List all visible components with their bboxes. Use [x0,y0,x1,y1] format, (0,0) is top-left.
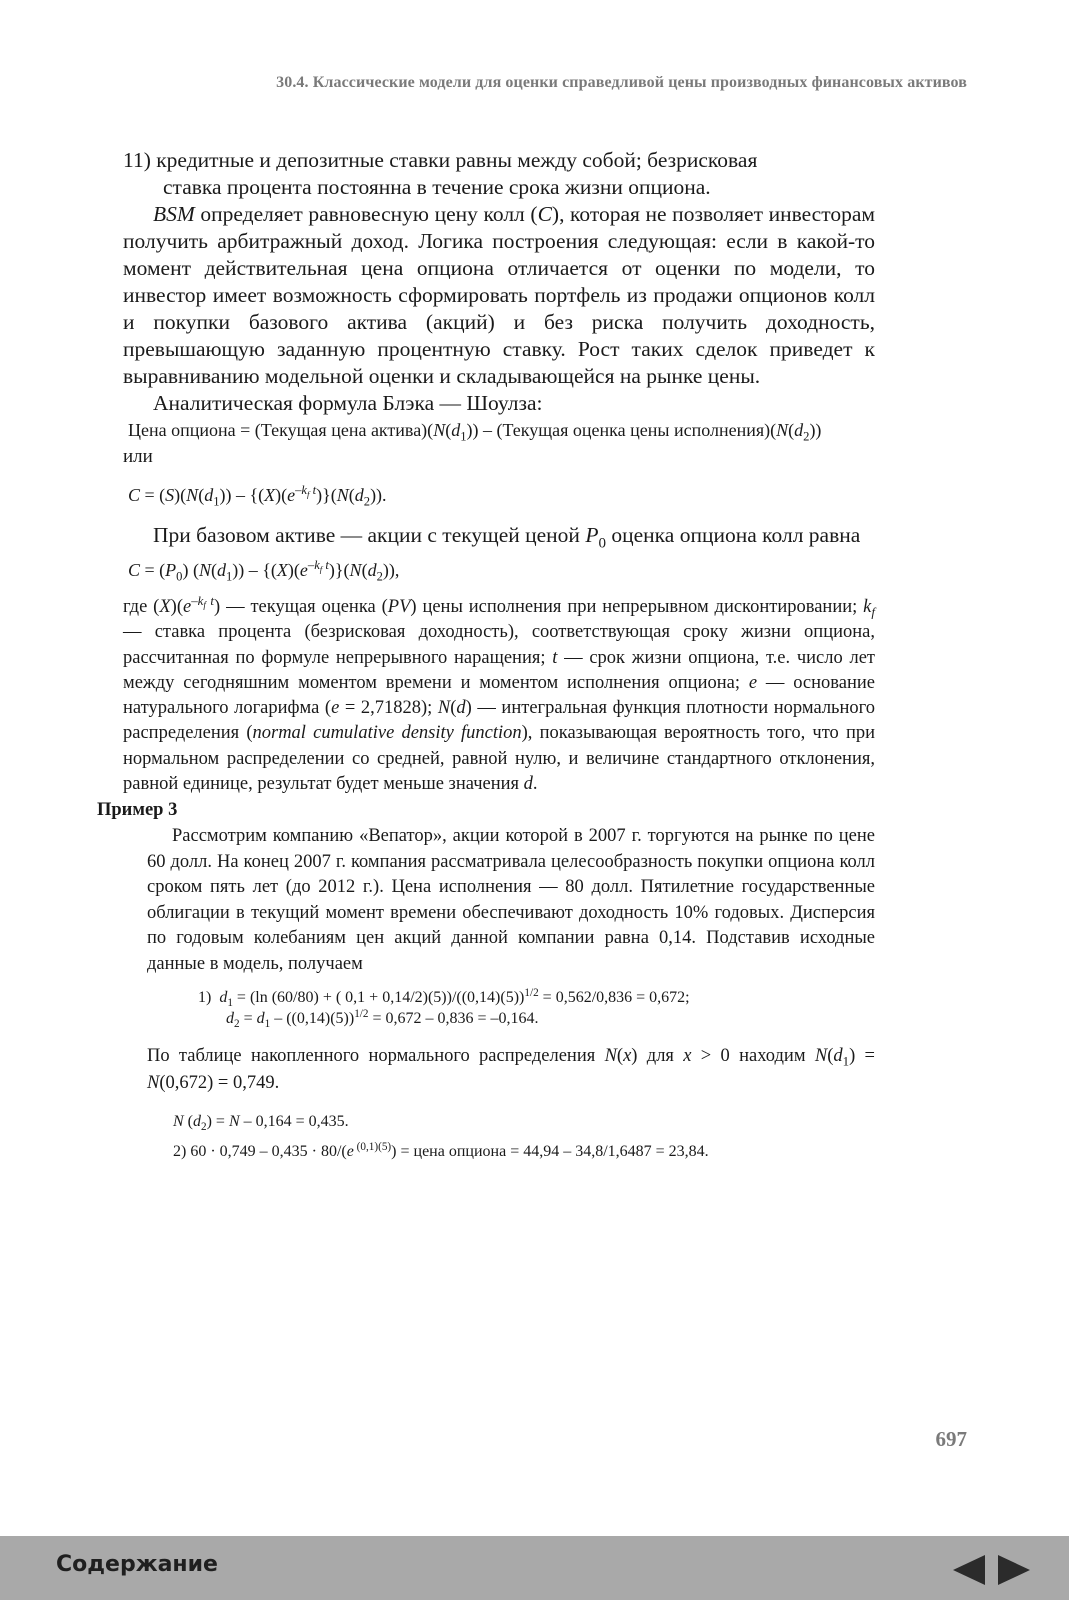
formula-c-p0: $C = (P_0)$ $(N(d_1)) - \{(X)(e^{-k_f t})\}(N(d_2))$, [128,558,400,584]
example-table-lookup: По таблице накопленного нормального распределения N(x) для x > 0 находим $N(d_1) = N(0,672) = 0,749$. [147,1046,875,1094]
example-text: Рассмотрим компанию «Вепатор», акции которой в 2007 г. торгуются на рынке по цене 60 долл. На конец 2007 г. компания рассматривала целесообразность покупки опциона колл сроком пять лет (до 2012 г.). Цена исполнения — 80 долл. Пятилетние государственные облигации в текущий момент времени обеспечивают доходность 10% годовых. Дисперсия по годовым колебаниям цен акций данной компании равна 0,14. Подставив исходные данные в модель, получаем [147,826,875,974]
next-page-button[interactable] [997,1554,1031,1586]
contents-link[interactable]: Содержание [56,1552,218,1577]
running-head: 30.4. Классические модели для оценки справедливой цены производных финансовых активов [276,74,967,91]
paragraph-base-asset: При базовом активе — акции с текущей ценой $P_0$ оценка опциона колл равна [153,523,861,552]
triangle-left-icon [952,1554,986,1586]
main-content [97,147,876,1162]
formula-verbal: Цена опциона = (Текущая цена $актива)(N(d_1))$ – (Текущая оценка цены $исполнения)(N(d_2))$ [128,420,822,444]
example-n-d2: N $(d_2) = N - 0,164 = 0,435$. [173,1113,349,1134]
paragraph-formula-intro: Аналитическая формула Блэка — Шоулза: [153,391,543,415]
example-step-1: 1) $d_1 = (\ln$ (60/80) + ( $0,1 + 0,14/2)(5))/((0,14)(5))^{1/2} = 0,562/0,836 = 0,672$; $d_2 = d_1 - ((0,14)(5))^{1/2} = 0,672 - 0,836 = -0,164$. [198,987,690,1031]
page-number: 697 [935,1427,967,1451]
example-heading: Пример 3 [97,800,178,821]
formula-c-s: $C = (S)(N(d_1)) - \{(X)(e^{-k_f t})\}(N(d_2))$. [128,483,387,509]
prev-page-button[interactable] [952,1554,986,1586]
list-item-11: 11) кредитные и депозитные ставки равны между собой; безрисковая ставка процента постоянна в течение срока жизни опциона. [123,148,758,199]
paragraph-definitions: где $(X)(e^{-k_f t})$ — текущая оценка (PV) цены исполнения при непрерывном дисконтировании; $k_f$ — ставка процента (безрисковая доходность), соответствующая сроку жизни опциона, рассчитанная по формуле непрерывного наращения; t — срок жизни опциона, т.е. число лет между сегодняшним моментом времени и моментом исполнения опциона; e — основание натурального логарифма (e = 2,71828); N(d) — интегральная функция плотности нормального распределения (normal cumulative density function), показывающая вероятность того, что при нормальном распределении со средней, равной нулю, и величине стандартного отклонения, равной единице, результат будет меньше значения d. [123,592,876,795]
or-word: или [123,446,153,467]
example-body [147,824,875,977]
navigation-bar [0,1536,1069,1600]
triangle-right-icon [997,1554,1031,1586]
example-step-2: 2) 60 · 0,749 – 0,435 · 80/(e $^{(0,1)(5)}$) = цена опциона = 44,94 – 34,8/1,6487 = 23,84. [173,1141,709,1161]
paragraph-bsm: BSM определяет равновесную цену колл (C), которая не позволяет инвесторам получить арбитражный доход. Логика построения следующая: если в какой-то момент действительная цена опциона отличается от оценки по модели, то инвестор имеет возможность сформировать портфель из продажи опционов колл и покупки базового актива (акций) и без риска получить доходность, превышающую заданную процентную ставку. Рост таких сделок приведет к выравниванию модельной оценки и складывающейся на рынке цены. [123,202,875,388]
